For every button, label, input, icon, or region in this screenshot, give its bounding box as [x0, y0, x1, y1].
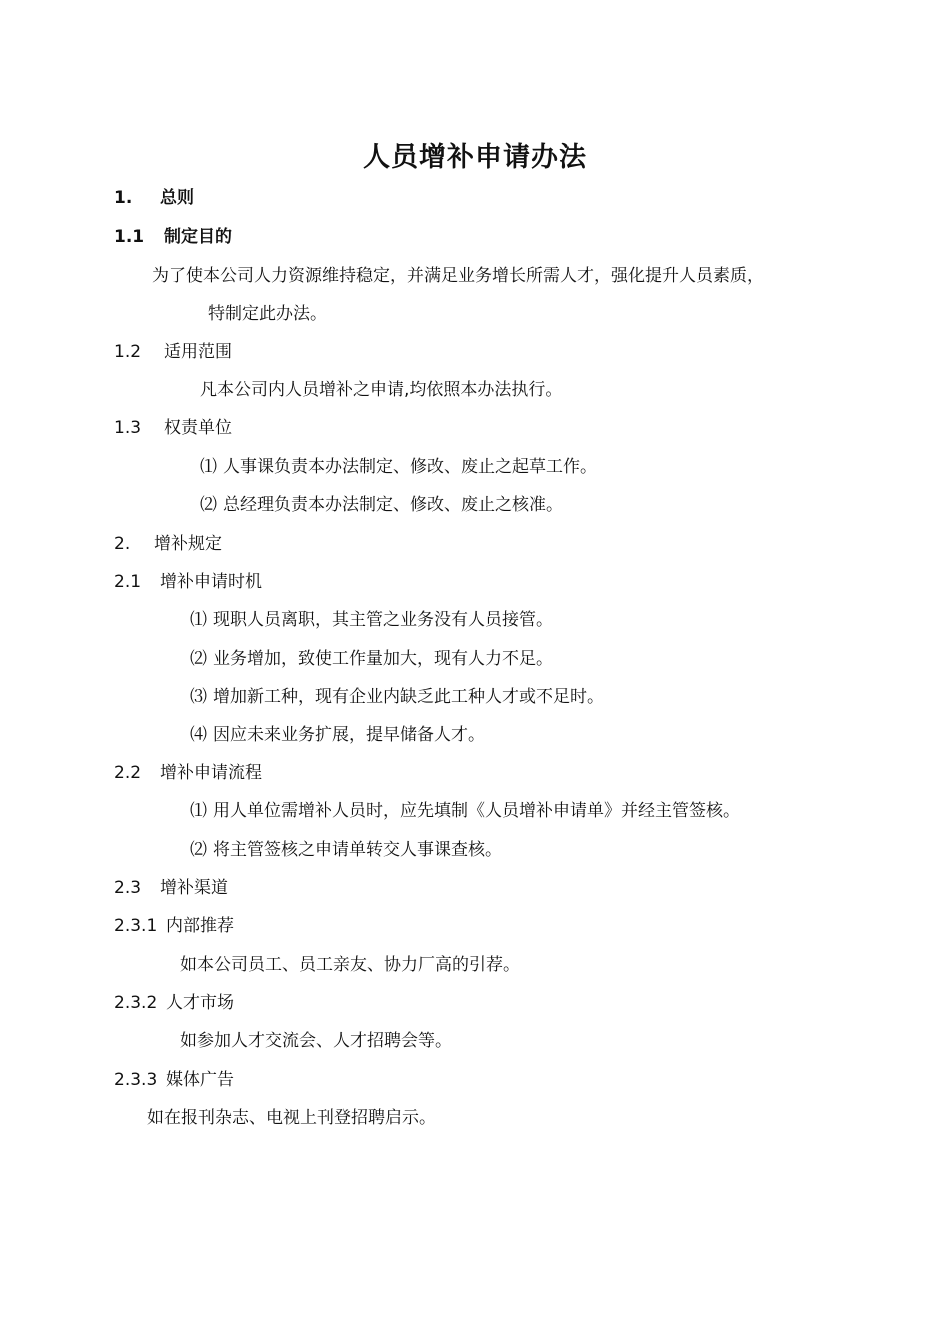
- section-1-3-heading: [114, 416, 232, 440]
- section-2-3-2-heading: [114, 991, 234, 1015]
- list-item-number: ⑷: [190, 725, 207, 745]
- section-title: 总则: [160, 188, 194, 208]
- list-item-number: ⑵: [200, 495, 217, 515]
- section-title: 内部推荐: [166, 916, 234, 936]
- section-2-1-heading: [114, 570, 262, 594]
- list-item: [200, 493, 563, 517]
- paragraph: 为了使本公司人力资源维持稳定，并满足业务增长所需人才，强化提升人员素质，: [152, 266, 764, 286]
- list-item-text: 因应未来业务扩展，提早储备人才。: [213, 725, 485, 745]
- section-number: 1.2: [114, 342, 142, 362]
- list-item: [190, 799, 740, 823]
- list-item-number: ⑴: [190, 610, 207, 630]
- section-title: 人才市场: [166, 993, 234, 1013]
- list-item-number: ⑴: [190, 801, 207, 821]
- section-number: 2.3: [114, 878, 142, 898]
- section-title: 权责单位: [164, 418, 232, 438]
- list-item-text: 业务增加，致使工作量加大，现有人力不足。: [213, 649, 553, 669]
- section-2-2-heading: [114, 761, 262, 785]
- section-number: 2.: [114, 534, 131, 554]
- section-title: 媒体广告: [166, 1070, 234, 1090]
- section-number: 2.3.1: [114, 916, 158, 936]
- list-item: [190, 723, 485, 747]
- section-2-heading: [114, 532, 222, 556]
- section-title: 增补申请时机: [160, 572, 262, 592]
- section-number: 2.3.3: [114, 1070, 158, 1090]
- section-2-3-heading: [114, 876, 228, 900]
- section-2-3-3-heading: [114, 1068, 234, 1092]
- section-1-2-heading: [114, 340, 232, 364]
- section-title: 适用范围: [164, 342, 232, 362]
- list-item: [190, 608, 553, 632]
- section-number: 1.: [114, 188, 133, 208]
- section-1-1-heading: [114, 225, 232, 249]
- list-item: [200, 455, 597, 479]
- section-number: 2.3.2: [114, 993, 158, 1013]
- list-item-number: ⑶: [190, 687, 207, 707]
- section-title: 增补申请流程: [160, 763, 262, 783]
- list-item-text: 增加新工种，现有企业内缺乏此工种人才或不足时。: [213, 687, 604, 707]
- list-item: [190, 647, 553, 671]
- list-item-text: 用人单位需增补人员时，应先填制《人员增补申请单》并经主管签核。: [213, 801, 740, 821]
- section-number: 1.1: [114, 227, 145, 247]
- list-item-number: ⑴: [200, 457, 217, 477]
- section-title: 增补规定: [154, 534, 222, 554]
- list-item-text: 总经理负责本办法制定、修改、废止之核准。: [223, 495, 563, 515]
- list-item-number: ⑵: [190, 649, 207, 669]
- paragraph: 如参加人才交流会、人才招聘会等。: [180, 1031, 452, 1051]
- list-item-text: 将主管签核之申请单转交人事课查核。: [213, 840, 502, 860]
- section-title: 制定目的: [164, 227, 232, 247]
- document-title: 人员增补申请办法: [363, 142, 587, 173]
- section-1-heading: [114, 186, 194, 210]
- paragraph: 如在报刊杂志、电视上刊登招聘启示。: [147, 1108, 436, 1128]
- list-item: [190, 685, 604, 709]
- section-number: 1.3: [114, 418, 142, 438]
- list-item-number: ⑵: [190, 840, 207, 860]
- section-number: 2.1: [114, 572, 142, 592]
- section-title: 增补渠道: [160, 878, 228, 898]
- list-item-text: 人事课负责本办法制定、修改、废止之起草工作。: [223, 457, 597, 477]
- section-2-3-1-heading: [114, 914, 234, 938]
- paragraph: 如本公司员工、员工亲友、协力厂高的引荐。: [180, 955, 520, 975]
- list-item-text: 现职人员离职，其主管之业务没有人员接管。: [213, 610, 553, 630]
- paragraph: 特制定此办法。: [208, 304, 327, 324]
- paragraph: 凡本公司内人员增补之申请,均依照本办法执行。: [200, 380, 563, 400]
- list-item: [190, 838, 502, 862]
- section-number: 2.2: [114, 763, 142, 783]
